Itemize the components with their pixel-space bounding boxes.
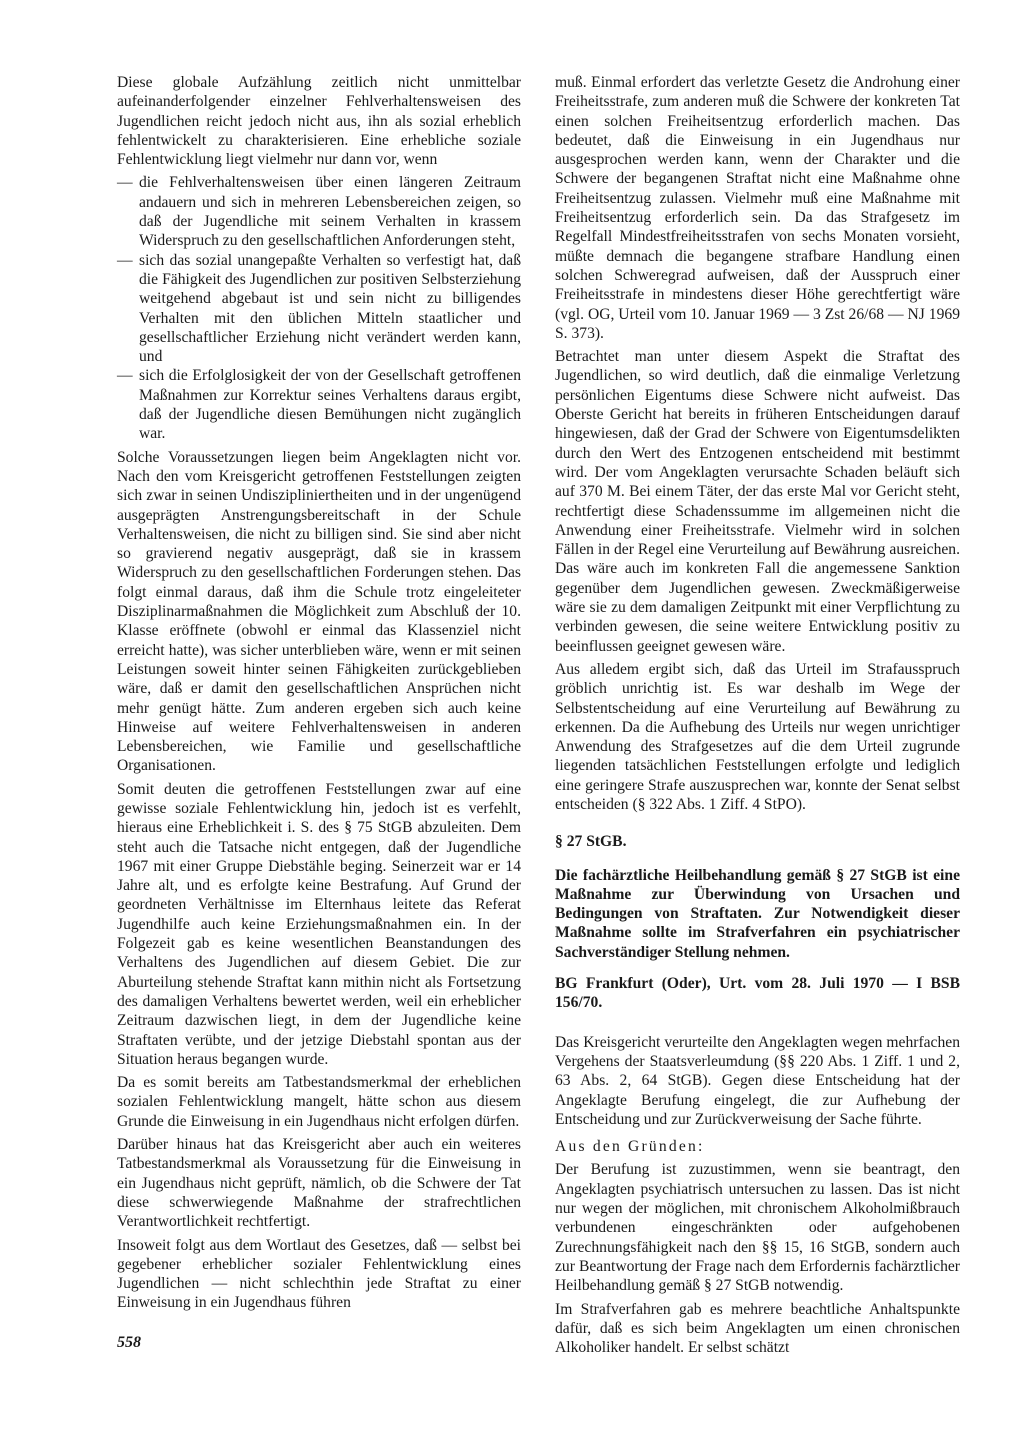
dash-marker: — (117, 251, 133, 269)
reasons-heading: Aus den Gründen: (555, 1138, 705, 1156)
left-column (117, 73, 521, 1317)
headnote: Die fachärztliche Heilbehandlung gemäß § 27 StGB ist eine Maßnahme zur Überwindung von Ursachen und Bedingungen von Straftaten. Zur Notwendigkeit dieser Maßnahme sollte im Strafverfahren ein psychiatrischer Sachverständiger Stellung nehmen. (555, 866, 960, 961)
paragraph: Somit deuten die getroffenen Feststellungen zwar auf eine gewisse soziale Fehlentwicklung hin, jedoch ist es verfehlt, hieraus eine Erheblichkeit i. S. des § 75 StGB abzuleiten. Dem steht auch die Tatsache nicht entgegen, daß der Jugendliche 1967 mit einer Gruppe Diebstähle beging. Seinerzeit war er 14 Jahre alt, und es erfolgte keine Bestrafung. Auf Grund der geordneten Verhältnisse im Elternhaus leitete das Referat Jugendhilfe auch keine Erziehungsmaßnahmen ein. In der Folgezeit gab es keine wesentlichen Beanstandungen des Verhaltens des Jugendlichen auf diesem Gebiet. Die zur Aburteilung stehende Straftat kann mithin nicht als Fortsetzung des damaligen Verhaltens bewertet werden, weil ein erheblicher Zeitraum dazwischen liegt, in dem der Jugendliche keine Straftaten verübte, und der jetzige Diebstahl spontan aus der Situation heraus begangen wurde. (117, 780, 521, 1068)
dash-marker: — (117, 367, 133, 385)
list-item-text: die Fehlverhaltensweisen über einen längeren Zeitraum andauern und sich in mehreren Lebensbereichen zeigen, so daß der Jugendliche mit seinem Verhalten in krassem Widerspruch zu den gesellschaftlichen Anforderungen steht, (139, 174, 521, 250)
page-number: 558 (117, 1334, 141, 1351)
court-citation: BG Frankfurt (Oder), Urt. vom 28. Juli 1970 — I BSB 156/70. (555, 975, 960, 1012)
paragraph: Im Strafverfahren gab es mehrere beachtliche Anhaltspunkte dafür, daß es sich beim Angeklagten um einen chronischen Alkoholiker handelt. Er selbst schätzt (555, 1300, 960, 1357)
list-item (117, 173, 521, 250)
paragraph: Diese globale Aufzählung zeitlich nicht unmittelbar aufeinanderfolgender einzelner Fehlverhaltensweisen des Jugendlichen reicht jedoch nicht aus, ihn als sozial erheblich fehlentwickelt zu charakterisieren. Eine erhebliche soziale Fehlentwicklung liegt vielmehr nur dann vor, wenn (117, 74, 521, 169)
list-item-text: sich das sozial unangepaßte Verhalten so verfestigt hat, daß die Fähigkeit des Jugendlichen zur positiven Selbsterziehung weitgehend abgebaut ist und sein nicht zu billigendes Verhalten mit den üblichen Mitteln staatlicher und gesellschaftlicher Erziehung nicht verändert werden kann, und (139, 251, 521, 366)
paragraph: Aus alledem ergibt sich, daß das Urteil im Strafausspruch gröblich unrichtig ist. Es war deshalb im Wege der Selbstentscheidung auf eine Verurteilung auf Bewährung zu erkennen. Da die Aufhebung des Urteils nur wegen unrichtiger Anwendung des Strafgesetzes auf die dem Urteil zugrunde liegenden tatsächlichen Feststellungen erfolgte und lediglich eine geringere Strafe auszusprechen war, konnte der Senat selbst entscheiden (§ 322 Abs. 1 Ziff. 4 StPO). (555, 660, 960, 813)
paragraph: Da es somit bereits am Tatbestandsmerkmal der erheblichen sozialen Fehlentwicklung mangelt, hätte schon aus diesem Grunde die Einweisung in ein Jugendhaus nicht erfolgen dürfen. (117, 1074, 521, 1130)
paragraph: Solche Voraussetzungen liegen beim Angeklagten nicht vor. Nach den vom Kreisgericht getroffenen Feststellungen zeigten sich zwar in seinen Undiszipliniertheiten und in der ungenügend ausgeprägten Anstrengungsbereitschaft in der Schule Verhaltensweisen, die nicht zu billigen sind. Sie sind aber nicht so gravierend negativ ausgeprägt, daß sie in krassem Widerspruch zu den gesellschaftlichen Forderungen stehen. Das folgt einmal daraus, daß ihm die Schule trotz eingeleiteter Disziplinarmaßnahmen die Möglichkeit zum Abschluß der 10. Klasse eröffnete (obwohl er einmal das Klassenziel nicht erreicht hatte), was sicher unterblieben wäre, wenn er mit seinen Leistungen soweit hinter seinen Fähigkeiten zurückgeblieben wäre, daß er damit den gesellschaftlichen Ansprüchen nicht mehr genügt hätte. Zum anderen ergeben sich auch keine Hinweise auf weitere Fehlverhaltensweisen in anderen Lebensbereichen, wie Familie und gesellschaftliche Organisationen. (117, 448, 521, 775)
list-item-text: sich die Erfolglosigkeit der von der Gesellschaft getroffenen Maßnahmen zur Korrektur seines Verhaltens daraus ergibt, daß der Jugendliche diesen Bemühungen nicht zugänglich war. (139, 367, 521, 443)
list-item (117, 251, 521, 367)
paragraph: Der Berufung ist zuzustimmen, wenn sie beantragt, den Angeklagten psychiatrisch untersuchen zu lassen. Das ist nicht nur wegen der möglichen, mit chronischem Alkoholmißbrauch verbundenen eingeschränkten oder aufgehobenen Zurechnungsfähigkeit nach den §§ 15, 16 StGB, sondern auch zur Beantwortung der Frage nach dem Erfordernis fachärztlicher Heilbehandlung gemäß § 27 StGB notwendig. (555, 1161, 960, 1295)
paragraph: Darüber hinaus hat das Kreisgericht aber auch ein weiteres Tatbestandsmerkmal als Voraussetzung für die Einweisung in ein Jugendhaus nicht geprüft, nämlich, ob die Schwere der Tat diese schwerwiegende Maßnahme der strafrechtlichen Verantwortlichkeit rechtfertigt. (117, 1136, 521, 1231)
paragraph: Insoweit folgt aus dem Wortlaut des Gesetzes, daß — selbst bei gegebener erheblicher sozialer Fehlentwicklung eines Jugendlichen — nicht schlechthin jede Straftat zu einer Einweisung in ein Jugendhaus führen (117, 1236, 521, 1312)
paragraph: Das Kreisgericht verurteilte den Angeklagten wegen mehrfachen Vergehens der Staatsverleumdung (§§ 220 Abs. 1 Ziff. 1 und 2, 63 Abs. 2, 64 StGB). Gegen diese Entscheidung hat der Angeklagte Berufung eingelegt, die zur Aufhebung der Entscheidung und zur Zurückverweisung der Sache führte. (555, 1033, 960, 1128)
paragraph: Betrachtet man unter diesem Aspekt die Straftat des Jugendlichen, so wird deutlich, daß die einmalige Verletzung persönlichen Eigentums diese Schwere nicht aufweist. Das Oberste Gericht hat bereits in früheren Entscheidungen darauf hingewiesen, daß der Grad der Schwere von Eigentumsdelikten durch den Wert des Entzogenen entscheidend mit bestimmt wird. Der vom Angeklagten verursachte Schaden beläuft sich auf 370 M. Bei einem Täter, der das erste Mal vor Gericht steht, rechtfertigt diese Schadenssumme im allgemeinen nicht die Anwendung einer Freiheitsstrafe. Vielmehr wird in solchen Fällen in der Regel eine Verurteilung auf Bewährung ausreichen. Das wäre auch im konkreten Fall die angemessene Sanktion gegenüber dem Jugendlichen gewesen. Zweckmäßigerweise wäre sie zu dem damaligen Zeitpunkt mit einer Verpflichtung zu verbinden gewesen, die seine weitere Entwicklung positiv zu beeinflussen geeignet gewesen wäre. (555, 348, 960, 655)
right-column (555, 73, 960, 1361)
criteria-list (117, 173, 521, 443)
list-item (117, 366, 521, 443)
dash-marker: — (117, 174, 133, 192)
paragraph: muß. Einmal erfordert das verletzte Gesetz die Androhung einer Freiheitsstrafe, zum anderen muß die Schwere der konkreten Tat einen solchen Freiheitsentzug erforderlich machen. Das bedeutet, daß die Einweisung in ein Jugendhaus nur ausgesprochen werden kann, wenn der Charakter und die Schwere der begangenen Straftat nicht eine Maßnahme ohne Freiheitsentzug zulassen. Vielmehr muß eine Maßnahme mit Freiheitsentzug erforderlich sein. Da das Strafgesetz im Regelfall Mindestfreiheitsstrafen von sechs Monaten vorsieht, müßte demnach die begangene strafbare Handlung einen solchen Schweregrad aufweisen, daß der Ausspruch einer Freiheitsstrafe in mindestens dieser Höhe gerechtfertigt wäre (vgl. OG, Urteil vom 10. Januar 1969 — 3 Zst 26/68 — NJ 1969 S. 373). (555, 74, 960, 342)
section-heading: § 27 StGB. (555, 833, 627, 851)
